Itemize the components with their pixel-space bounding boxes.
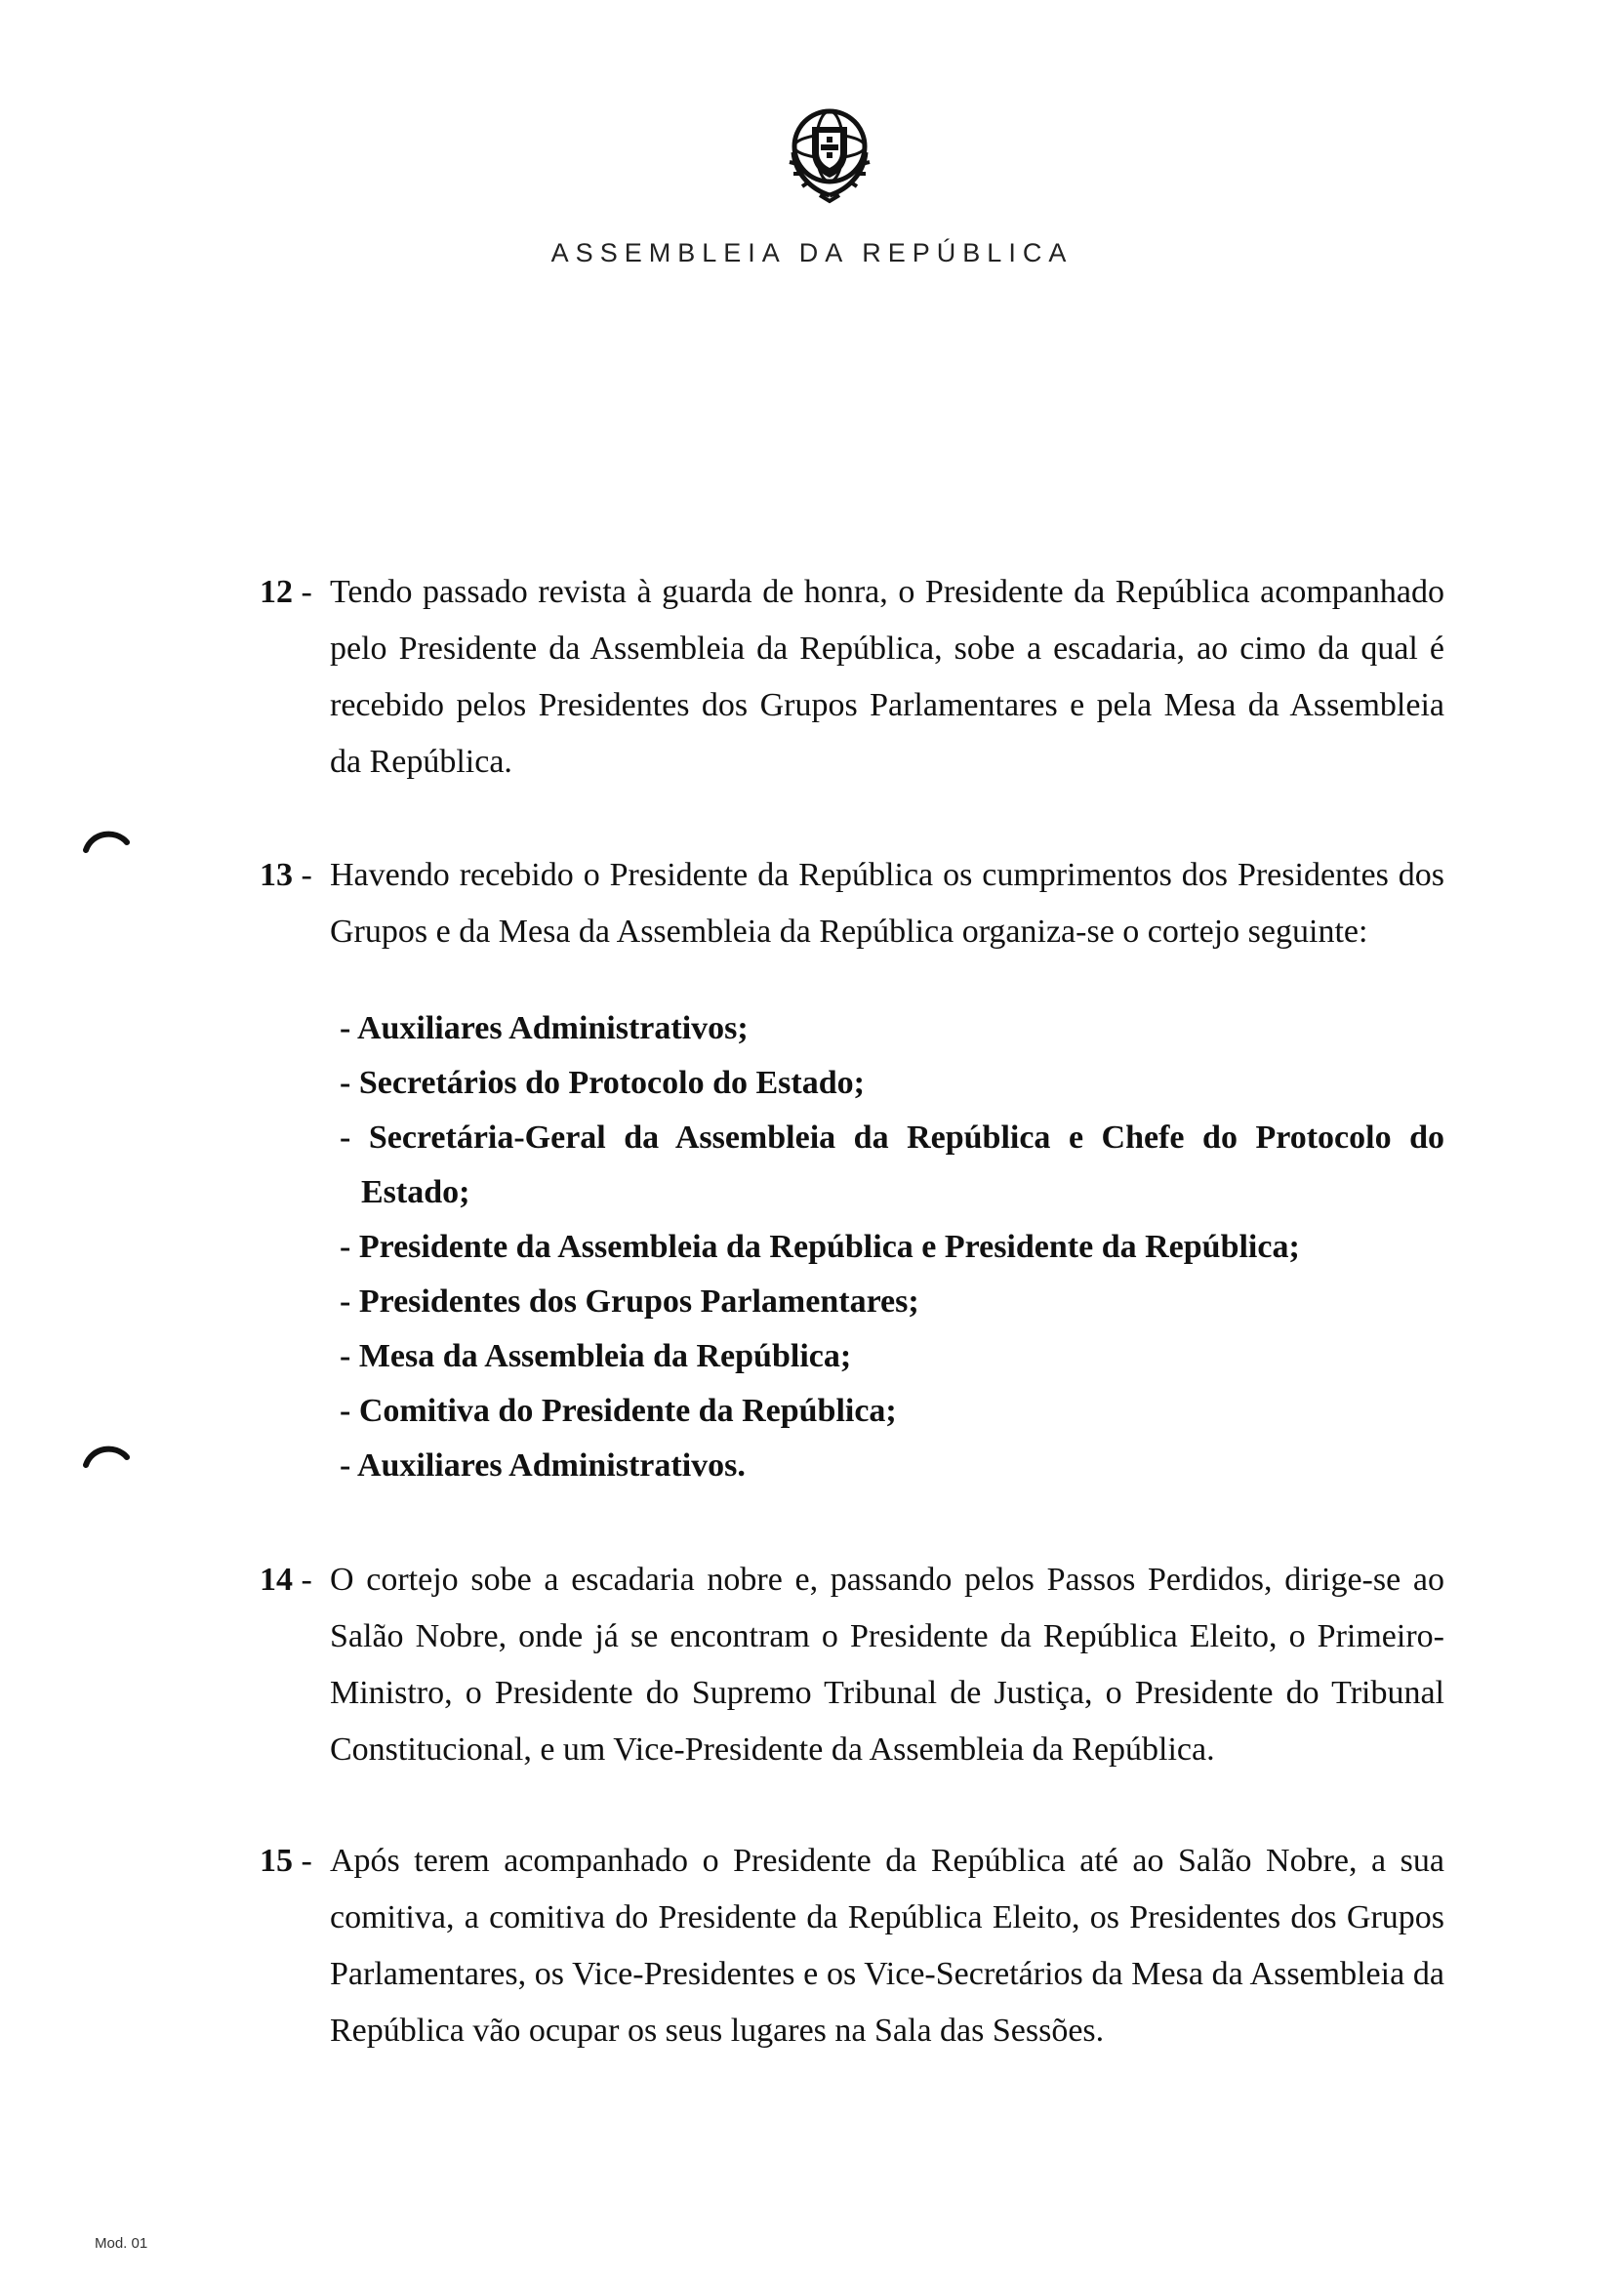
- procession-item: - Secretários do Protocolo do Estado;: [340, 1065, 865, 1101]
- paragraph-text: O cortejo sobe a escadaria nobre e, passando pelos Passos Perdidos, dirige-se ao Salão Nobre, onde já se encontram o Presidente da República Eleito, o Primeiro-Ministro, o Presidente do Supremo Tribunal de Justiça, o Presidente do Tribunal Constitucional, e um Vice-Presidente da Assembleia da República.: [330, 1562, 1444, 1768]
- paragraph-text: Tendo passado revista à guarda de honra, o Presidente da República acompanhado pelo Presidente da Assembleia da República, sobe a escadaria, ao cimo da qual é recebido pelos Presidentes dos Grupos Parlamentares e pela Mesa da Assembleia da República.: [330, 574, 1444, 780]
- institution-name: ASSEMBLEIA DA REPÚBLICA: [550, 238, 1074, 267]
- coat-of-arms-icon: [776, 98, 883, 205]
- paragraph-15: [260, 1833, 1444, 2059]
- procession-item: - Auxiliares Administrativos.: [340, 1447, 746, 1484]
- procession-item: - Comitiva do Presidente da República;: [340, 1393, 897, 1429]
- paragraph-14: [260, 1552, 1444, 1778]
- paragraph-13: [260, 847, 1444, 960]
- procession-item: - Mesa da Assembleia da República;: [340, 1338, 852, 1374]
- paragraph-number: 14 -: [260, 1562, 312, 1598]
- procession-list: [340, 1001, 1444, 1493]
- binder-mark-icon: [82, 1440, 131, 1469]
- paragraph-number: 15 -: [260, 1843, 312, 1879]
- paragraph-number: 12 -: [260, 574, 312, 610]
- form-code: Mod. 01: [95, 2235, 148, 2252]
- document-body: [260, 564, 1444, 2059]
- procession-item: - Presidente da Assembleia da República e Presidente da República;: [340, 1229, 1300, 1265]
- procession-item: - Presidentes dos Grupos Parlamentares;: [340, 1283, 919, 1320]
- paragraph-12: [260, 564, 1444, 791]
- procession-item: - Secretária-Geral da Assembleia da República e Chefe do Protocolo do Estado;: [340, 1120, 1444, 1210]
- paragraph-number: 13 -: [260, 857, 312, 893]
- paragraph-text: Após terem acompanhado o Presidente da República até ao Salão Nobre, a sua comitiva, a comitiva do Presidente da República Eleito, os Presidentes dos Grupos Parlamentares, os Vice-Presidentes e os Vice-Secretários da Mesa da Assembleia da República vão ocupar os seus lugares na Sala das Sessões.: [330, 1843, 1444, 2049]
- paragraph-text: Havendo recebido o Presidente da República os cumprimentos dos Presidentes dos Grupos e da Mesa da Assembleia da República organiza-se o cortejo seguinte:: [330, 857, 1444, 950]
- procession-item: - Auxiliares Administrativos;: [340, 1010, 749, 1046]
- binder-mark-icon: [82, 825, 131, 854]
